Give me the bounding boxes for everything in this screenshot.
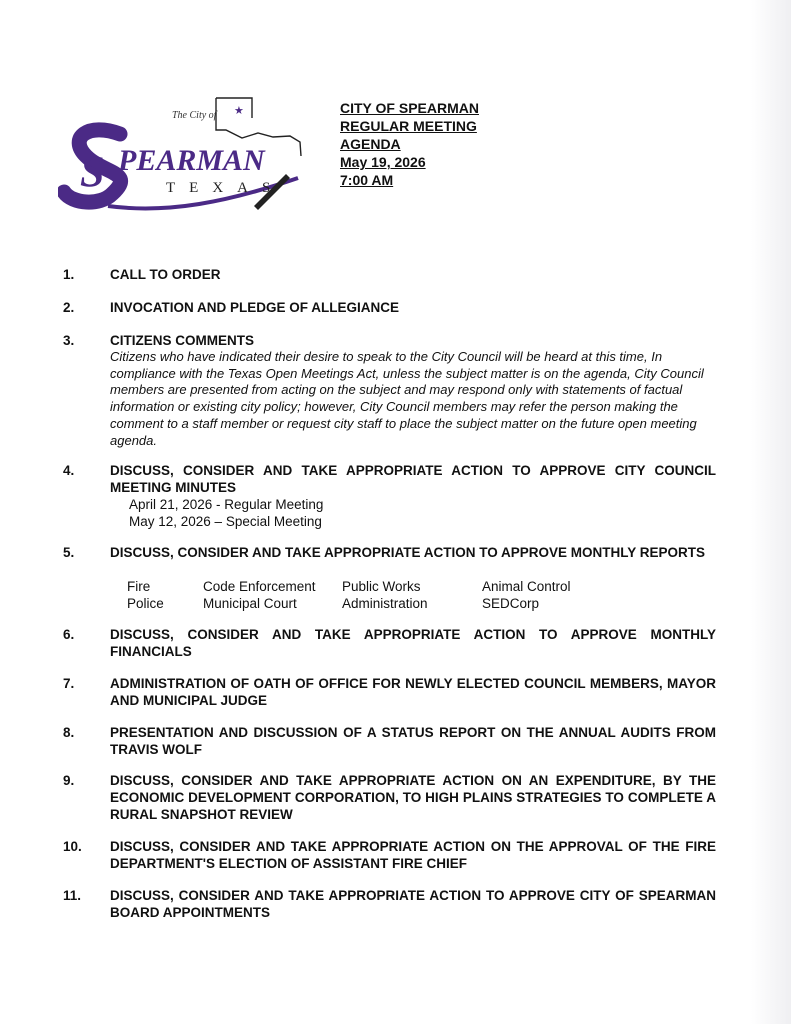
logo-city-of-text: The City of xyxy=(172,110,217,121)
city-logo xyxy=(58,86,318,216)
star-icon: ★ xyxy=(234,105,244,117)
header-meeting-type: REGULAR MEETING xyxy=(340,118,477,134)
item-number: 11. xyxy=(63,888,82,903)
item-number: 7. xyxy=(63,676,75,691)
report-name: SEDCorp xyxy=(482,596,540,611)
item-title: CITIZENS COMMENTS xyxy=(110,333,254,348)
item-title: CALL TO ORDER xyxy=(110,267,221,282)
agenda-header xyxy=(340,99,479,189)
report-name: Fire xyxy=(127,579,151,594)
logo-state-text: TEXAS xyxy=(166,180,285,196)
reports-grid xyxy=(127,578,592,612)
header-agenda: AGENDA xyxy=(340,136,401,152)
header-city: CITY OF SPEARMAN xyxy=(340,100,479,116)
item-title: PRESENTATION AND DISCUSSION OF A STATUS REPORT ON THE ANNUAL AUDITS FROM TRAVIS WOLF xyxy=(110,725,716,757)
item-number: 1. xyxy=(63,267,75,282)
item-number: 8. xyxy=(63,725,75,740)
report-name: Code Enforcement xyxy=(203,579,316,594)
item-number: 9. xyxy=(63,773,75,788)
item-title: DISCUSS, CONSIDER AND TAKE APPROPRIATE ACTION TO APPROVE MONTHLY FINANCIALS xyxy=(110,627,716,659)
city-logo-graphic xyxy=(58,86,318,216)
item-number: 2. xyxy=(63,300,75,315)
report-name: Police xyxy=(127,596,164,611)
citizens-comments-description: Citizens who have indicated their desire to speak to the City Council will be heard at this time, In compliance with the Texas Open Meetings Act, unless the subject matter is on the agenda, City Council members are presented from acting on the subject and may respond only with statements of factual information or existing city policy; however, City Council members may refer the person making the comment to a staff member or request city staff to place the subject matter on the future open meeting agenda. xyxy=(110,349,704,448)
report-name: Municipal Court xyxy=(203,596,297,611)
item-number: 10. xyxy=(63,839,82,854)
report-name: Public Works xyxy=(342,579,421,594)
item-title: DISCUSS, CONSIDER AND TAKE APPROPRIATE ACTION TO APPROVE MONTHLY REPORTS xyxy=(110,545,706,560)
item-number: 4. xyxy=(63,463,75,478)
logo-initial: S xyxy=(80,147,105,196)
item-title: DISCUSS, CONSIDER AND TAKE APPROPRIATE ACTION ON AN EXPENDITURE, BY THE ECONOMIC DEVELOPMENT CORPORATION, TO HIGH PLAINS STRATEGIES TO COMPLETE A RURAL SNAPSHOT REVIEW xyxy=(110,773,716,822)
report-name: Administration xyxy=(342,596,428,611)
item-title: INVOCATION AND PLEDGE OF ALLEGIANCE xyxy=(110,300,400,315)
item-number: 6. xyxy=(63,627,75,642)
minutes-entry: April 21, 2026 - Regular Meeting xyxy=(129,497,324,512)
item-number: 5. xyxy=(63,545,75,560)
item-title: ADMINISTRATION OF OATH OF OFFICE FOR NEWLY ELECTED COUNCIL MEMBERS, MAYOR AND MUNICIPAL JUDGE xyxy=(110,676,716,708)
item-title: DISCUSS, CONSIDER AND TAKE APPROPRIATE ACTION ON THE APPROVAL OF THE FIRE DEPARTMENT'S ELECTION OF ASSISTANT FIRE CHIEF xyxy=(110,839,716,871)
report-name: Animal Control xyxy=(482,579,571,594)
header-date: May 19, 2026 xyxy=(340,154,426,170)
item-number: 3. xyxy=(63,333,75,348)
minutes-entry: May 12, 2026 – Special Meeting xyxy=(129,514,322,529)
item-title: DISCUSS, CONSIDER AND TAKE APPROPRIATE ACTION TO APPROVE CITY OF SPEARMAN BOARD APPOINTMENTS xyxy=(110,888,716,920)
page-edge-shadow xyxy=(751,0,791,1024)
logo-name-text: PEARMAN xyxy=(118,144,265,177)
header-time: 7:00 AM xyxy=(340,172,394,188)
item-title: DISCUSS, CONSIDER AND TAKE APPROPRIATE ACTION TO APPROVE CITY COUNCIL MEETING MINUTES xyxy=(110,463,716,495)
